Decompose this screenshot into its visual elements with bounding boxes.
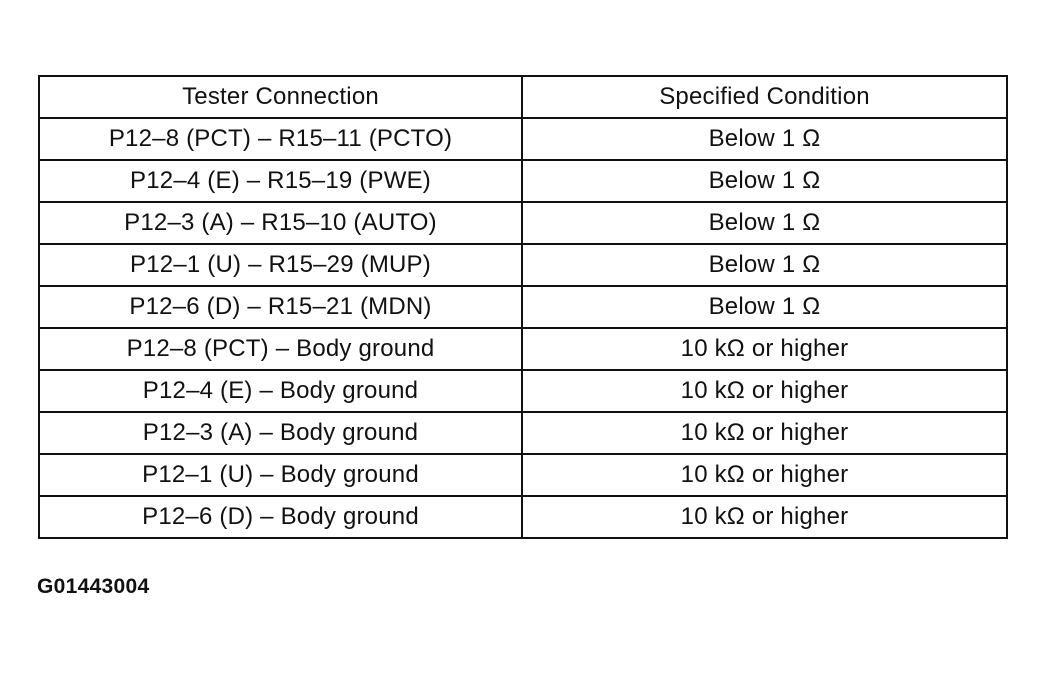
- table-row: [39, 328, 1007, 370]
- tester-connection-cell: P12–3 (A) – Body ground: [39, 412, 522, 454]
- specified-condition-cell: 10 kΩ or higher: [522, 328, 1007, 370]
- tester-connection-cell: P12–1 (U) – Body ground: [39, 454, 522, 496]
- header-specified-condition: Specified Condition: [522, 76, 1007, 118]
- tester-connection-cell: P12–6 (D) – R15–21 (MDN): [39, 286, 522, 328]
- specified-condition-cell: 10 kΩ or higher: [522, 412, 1007, 454]
- figure-id-label: G01443004: [37, 575, 150, 598]
- header-tester-connection: Tester Connection: [39, 76, 522, 118]
- table-row: [39, 370, 1007, 412]
- connection-spec-table: [38, 75, 1008, 539]
- tester-connection-cell: P12–4 (E) – Body ground: [39, 370, 522, 412]
- tester-connection-cell: P12–8 (PCT) – R15–11 (PCTO): [39, 118, 522, 160]
- tester-connection-cell: P12–8 (PCT) – Body ground: [39, 328, 522, 370]
- specified-condition-cell: 10 kΩ or higher: [522, 496, 1007, 538]
- tester-connection-cell: P12–3 (A) – R15–10 (AUTO): [39, 202, 522, 244]
- table-row: [39, 160, 1007, 202]
- specified-condition-cell: 10 kΩ or higher: [522, 454, 1007, 496]
- specified-condition-cell: Below 1 Ω: [522, 160, 1007, 202]
- tester-connection-cell: P12–4 (E) – R15–19 (PWE): [39, 160, 522, 202]
- table-row: [39, 496, 1007, 538]
- table-header-row: [39, 76, 1007, 118]
- specified-condition-cell: Below 1 Ω: [522, 118, 1007, 160]
- specified-condition-cell: Below 1 Ω: [522, 202, 1007, 244]
- table-row: [39, 118, 1007, 160]
- specified-condition-cell: Below 1 Ω: [522, 244, 1007, 286]
- specified-condition-cell: Below 1 Ω: [522, 286, 1007, 328]
- table-row: [39, 412, 1007, 454]
- table-row: [39, 244, 1007, 286]
- table-row: [39, 286, 1007, 328]
- tester-connection-cell: P12–6 (D) – Body ground: [39, 496, 522, 538]
- table-row: [39, 202, 1007, 244]
- specified-condition-cell: 10 kΩ or higher: [522, 370, 1007, 412]
- table-row: [39, 454, 1007, 496]
- tester-connection-cell: P12–1 (U) – R15–29 (MUP): [39, 244, 522, 286]
